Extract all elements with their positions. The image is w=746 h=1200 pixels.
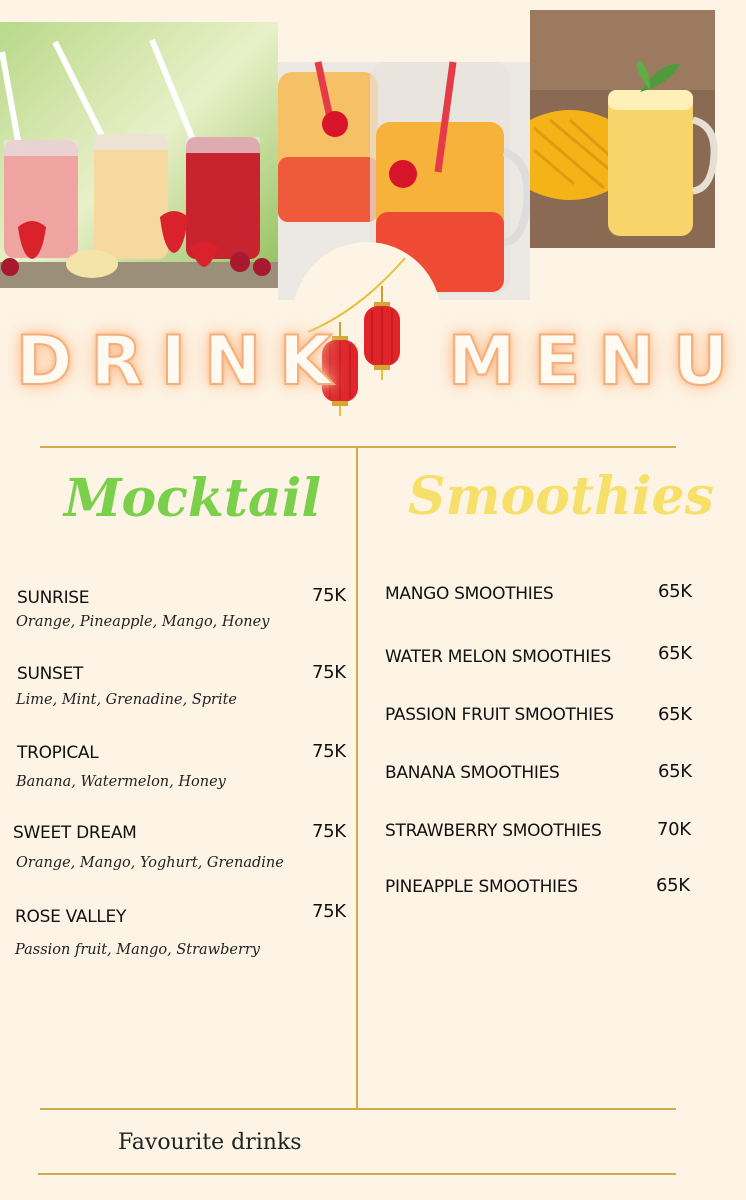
mocktail-item-desc: Banana, Watermelon, Honey	[16, 774, 226, 790]
mocktail-item-price: 75K	[312, 821, 346, 842]
smoothies-item-name: PASSION FRUIT SMOOTHIES	[385, 705, 614, 725]
mocktail-item-price: 75K	[312, 585, 346, 606]
mocktail-item-desc: Orange, Mango, Yoghurt, Grenadine	[16, 855, 284, 871]
mocktail-item-desc: Orange, Pineapple, Mango, Honey	[16, 614, 270, 630]
mocktail-item-price: 75K	[312, 741, 346, 762]
smoothies-item-price: 70K	[657, 819, 691, 840]
title-drink: DRINK	[16, 322, 350, 401]
mocktail-item-name: SUNSET	[17, 664, 84, 684]
smoothies-item-name: MANGO SMOOTHIES	[385, 584, 554, 604]
smoothies-item-price: 65K	[658, 704, 692, 725]
smoothies-item-price: 65K	[656, 875, 690, 896]
mocktail-item-desc: Passion fruit, Mango, Strawberry	[15, 942, 260, 958]
mocktail-item-name: SUNRISE	[17, 588, 90, 608]
mocktail-item-name: TROPICAL	[17, 743, 99, 763]
smoothies-item-price: 65K	[658, 643, 692, 664]
divider-vertical	[356, 447, 358, 1109]
divider-top	[40, 446, 676, 448]
mocktail-item-name: ROSE VALLEY	[15, 907, 127, 927]
smoothies-item-name: PINEAPPLE SMOOTHIES	[385, 877, 578, 897]
divider-footer	[38, 1173, 676, 1175]
divider-bottom	[40, 1108, 676, 1110]
smoothies-item-price: 65K	[658, 581, 692, 602]
smoothies-item-price: 65K	[658, 761, 692, 782]
footer-favourite-drinks: Favourite drinks	[118, 1130, 302, 1155]
smoothies-item-name: STRAWBERRY SMOOTHIES	[385, 821, 602, 841]
mocktail-item-price: 75K	[312, 662, 346, 683]
smoothies-heading: Smoothies	[408, 466, 714, 527]
smoothies-item-name: WATER MELON SMOOTHIES	[385, 647, 611, 667]
title-menu: MENU	[448, 322, 746, 401]
mocktail-item-name: SWEET DREAM	[13, 823, 137, 843]
mocktail-heading: Mocktail	[64, 468, 322, 529]
mocktail-item-desc: Lime, Mint, Grenadine, Sprite	[16, 692, 238, 708]
smoothies-item-name: BANANA SMOOTHIES	[385, 763, 560, 783]
smoothie-jars-photo	[0, 22, 278, 288]
mango-drink-photo	[530, 10, 715, 248]
mocktail-item-price: 75K	[312, 901, 346, 922]
